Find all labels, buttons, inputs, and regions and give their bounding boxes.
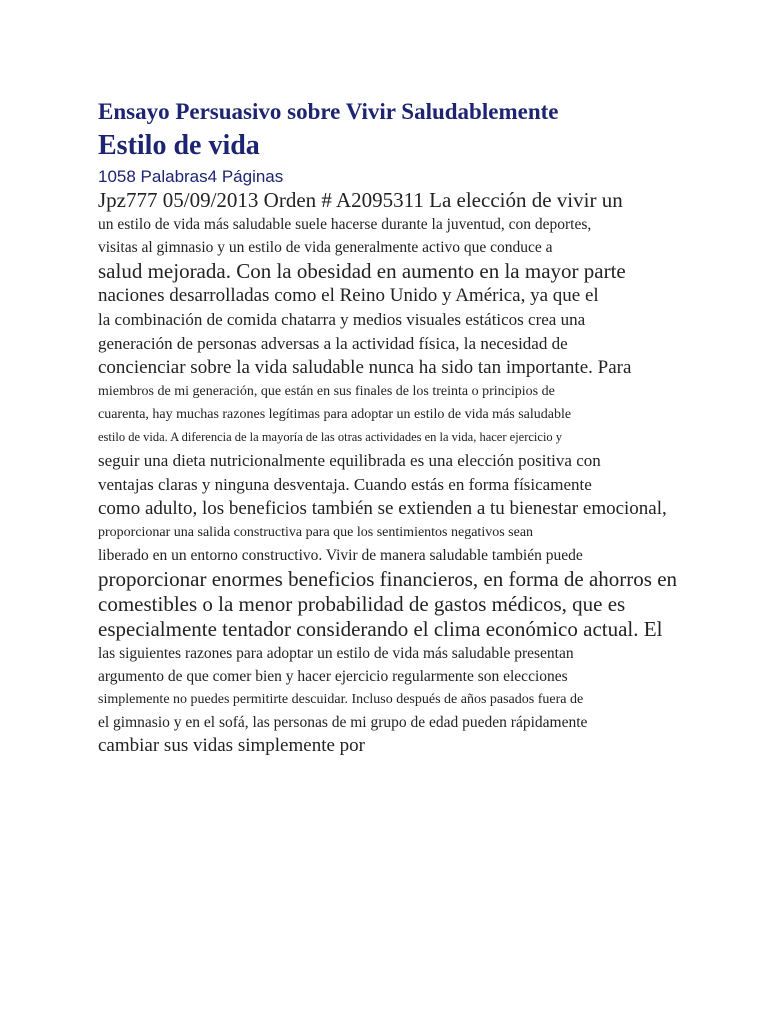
text-line: Jpz777 05/09/2013 Orden # A2095311 La elección de vivir un: [98, 188, 623, 212]
essay-body: [98, 188, 718, 758]
text-line: un estilo de vida más saludable suele hacerse durante la juventud, con deportes,: [98, 216, 592, 233]
text-line: especialmente tentador considerando el clima económico actual. El: [98, 617, 663, 641]
text-line: liberado en un entorno constructivo. Vivir de manera saludable también puede: [98, 547, 583, 564]
text-line: visitas al gimnasio y un estilo de vida generalmente activo que conduce a: [98, 239, 553, 256]
text-line: la combinación de comida chatarra y medios visuales estáticos crea una: [98, 310, 586, 329]
text-line: seguir una dieta nutricionalmente equilibrada es una elección positiva con: [98, 451, 601, 470]
text-line: cambiar sus vidas simplemente por: [98, 735, 365, 756]
text-line: estilo de vida. A diferencia de la mayoría de las otras actividades en la vida, hacer ejercicio y: [98, 430, 563, 444]
text-line: generación de personas adversas a la actividad física, la necesidad de: [98, 334, 568, 353]
text-line: el gimnasio y en el sofá, las personas de mi grupo de edad pueden rápidamente: [98, 714, 588, 731]
text-line: concienciar sobre la vida saludable nunca ha sido tan importante. Para: [98, 357, 632, 378]
text-line: comestibles o la menor probabilidad de gastos médicos, que es: [98, 592, 626, 616]
text-line: proporcionar una salida constructiva para que los sentimientos negativos sean: [98, 525, 534, 540]
page-title: Estilo de vida: [98, 130, 260, 161]
text-line: cuarenta, hay muchas razones legítimas para adoptar un estilo de vida más saludable: [98, 407, 572, 422]
text-line: miembros de mi generación, que están en sus finales de los treinta o principios de: [98, 384, 555, 399]
document-page: [98, 96, 718, 758]
essay-heading: Ensayo Persuasivo sobre Vivir Saludablemente: [98, 99, 559, 124]
text-line: las siguientes razones para adoptar un estilo de vida más saludable presentan: [98, 645, 574, 662]
text-line: salud mejorada. Con la obesidad en aumento en la mayor parte: [98, 259, 626, 283]
text-line: como adulto, los beneficios también se extienden a tu bienestar emocional,: [98, 498, 667, 519]
text-line: ventajas claras y ninguna desventaja. Cuando estás en forma físicamente: [98, 475, 592, 494]
text-line: proporcionar enormes beneficios financieros, en forma de ahorros en: [98, 567, 678, 591]
text-line: simplemente no puedes permitirte descuidar. Incluso después de años pasados fuera de: [98, 692, 584, 707]
text-line: naciones desarrolladas como el Reino Unido y América, ya que el: [98, 285, 599, 306]
word-page-count: 1058 Palabras4 Páginas: [98, 167, 284, 186]
text-line: argumento de que comer bien y hacer ejercicio regularmente son elecciones: [98, 668, 568, 685]
